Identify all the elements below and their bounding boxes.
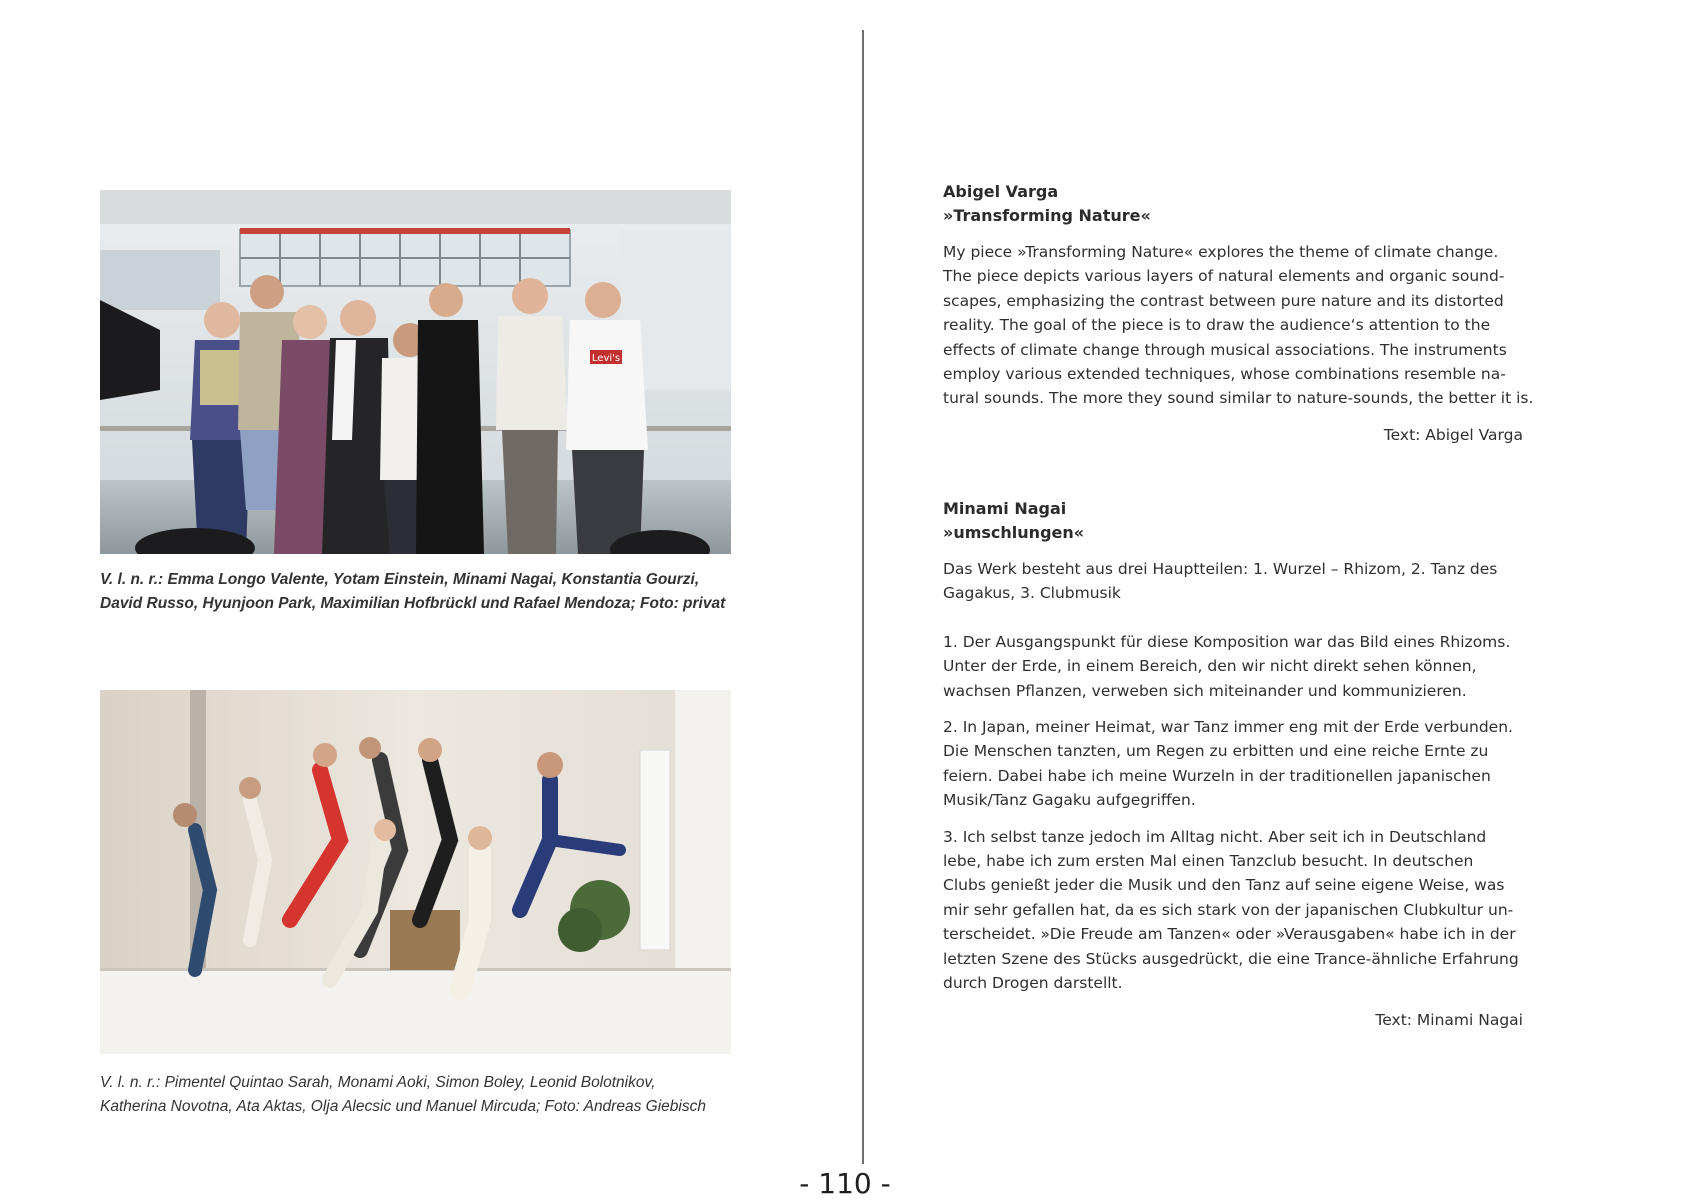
body-line: letzten Szene des Stücks ausgedrückt, die eine Trance-ähnliche Erfahrung — [943, 949, 1519, 968]
levis-shirt-logo: Levi's — [591, 353, 621, 364]
page-gutter-line — [862, 30, 864, 1200]
body-line: 1. Der Ausgangspunkt für diese Komposition war das Bild eines Rhizoms. — [943, 632, 1511, 651]
body-line: The piece depicts various layers of natural elements and organic sound- — [943, 267, 1505, 286]
body-line: feiern. Dabei habe ich meine Wurzeln in der traditionellen japanischen — [943, 766, 1491, 785]
body-line: Das Werk besteht aus drei Hauptteilen: 1. Wurzel – Rhizom, 2. Tanz des — [943, 560, 1498, 578]
article-intro — [943, 557, 1523, 606]
body-line: tural sounds. The more they sound similar to nature-sounds, the better it is. — [943, 389, 1534, 408]
body-line: Musik/Tanz Gagaku aufgegriffen. — [943, 791, 1196, 810]
body-line: 3. Ich selbst tanze jedoch im Alltag nicht. Aber seit ich in Deutschland — [943, 827, 1487, 846]
article-title: »umschlungen« — [943, 523, 1085, 542]
article-paragraph — [943, 630, 1523, 703]
body-line: Clubs genießt jeder die Musik und den Tanz auf seine eigene Weise, was — [943, 876, 1505, 895]
body-line: mir sehr gefallen hat, da es sich stark von der japanischen Clubkultur un- — [943, 900, 1514, 919]
body-line: terscheidet. »Die Freude am Tanzen« oder »Verausgaben« habe ich in der — [943, 925, 1516, 944]
body-line: effects of climate change through musical associations. The instruments — [943, 340, 1507, 359]
article-credit: Text: Minami Nagai — [1375, 1010, 1523, 1029]
photo-caption-bottom — [100, 1071, 780, 1119]
body-line: Die Menschen tanzten, um Regen zu erbitten und eine reiche Ernte zu — [943, 742, 1489, 761]
article-author: Minami Nagai — [943, 499, 1067, 518]
dance-photo — [100, 690, 731, 1054]
article-body — [943, 557, 1523, 996]
page-number: - 110 - — [792, 1164, 898, 1200]
article-author: Abigel Varga — [943, 182, 1059, 201]
article-paragraph — [943, 240, 1534, 411]
article-title: »Transforming Nature« — [943, 206, 1151, 225]
caption-line: V. l. n. r.: Pimentel Quintao Sarah, Monami Aoki, Simon Boley, Leonid Bolotnikov, — [100, 1074, 656, 1091]
article-body — [943, 240, 1534, 411]
body-line: reality. The goal of the piece is to draw the audience‘s attention to the — [943, 316, 1491, 335]
article-paragraph — [943, 715, 1523, 813]
body-line: scapes, emphasizing the contrast between pure nature and its distorted — [943, 291, 1504, 310]
body-line: Gagakus, 3. Clubmusik — [943, 584, 1121, 603]
article-umschlungen — [943, 497, 1523, 1032]
caption-line: V. l. n. r.: Emma Longo Valente, Yotam Einstein, Minami Nagai, Konstantia Gourzi, — [100, 571, 700, 588]
article-credit: Text: Abigel Varga — [1383, 425, 1523, 444]
body-line: My piece »Transforming Nature« explores the theme of climate change. — [943, 243, 1499, 261]
group-photo-studio — [100, 190, 731, 554]
body-line: wachsen Pflanzen, verweben sich miteinander und kommunizieren. — [943, 681, 1467, 700]
caption-line: Katherina Novotna, Ata Aktas, Olja Alecsic und Manuel Mircuda; Foto: Andreas Giebisch — [100, 1098, 706, 1115]
caption-line: David Russo, Hyunjoon Park, Maximilian Hofbrückl und Rafael Mendoza; Foto: privat — [100, 595, 726, 612]
dance-photo-illustration — [100, 690, 731, 1054]
article-transforming-nature — [943, 180, 1534, 447]
body-line: employ various extended techniques, whose combinations resemble na- — [943, 365, 1506, 384]
photo-caption-top — [100, 568, 780, 616]
body-line: durch Drogen darstellt. — [943, 974, 1123, 993]
group-photo-illustration — [100, 190, 731, 554]
body-line: Unter der Erde, in einem Bereich, den wir nicht direkt sehen können, — [943, 657, 1477, 676]
body-line: 2. In Japan, meiner Heimat, war Tanz immer eng mit der Erde verbunden. — [943, 718, 1513, 737]
article-paragraph — [943, 825, 1523, 996]
body-line: lebe, habe ich zum ersten Mal einen Tanzclub besucht. In deutschen — [943, 852, 1474, 871]
